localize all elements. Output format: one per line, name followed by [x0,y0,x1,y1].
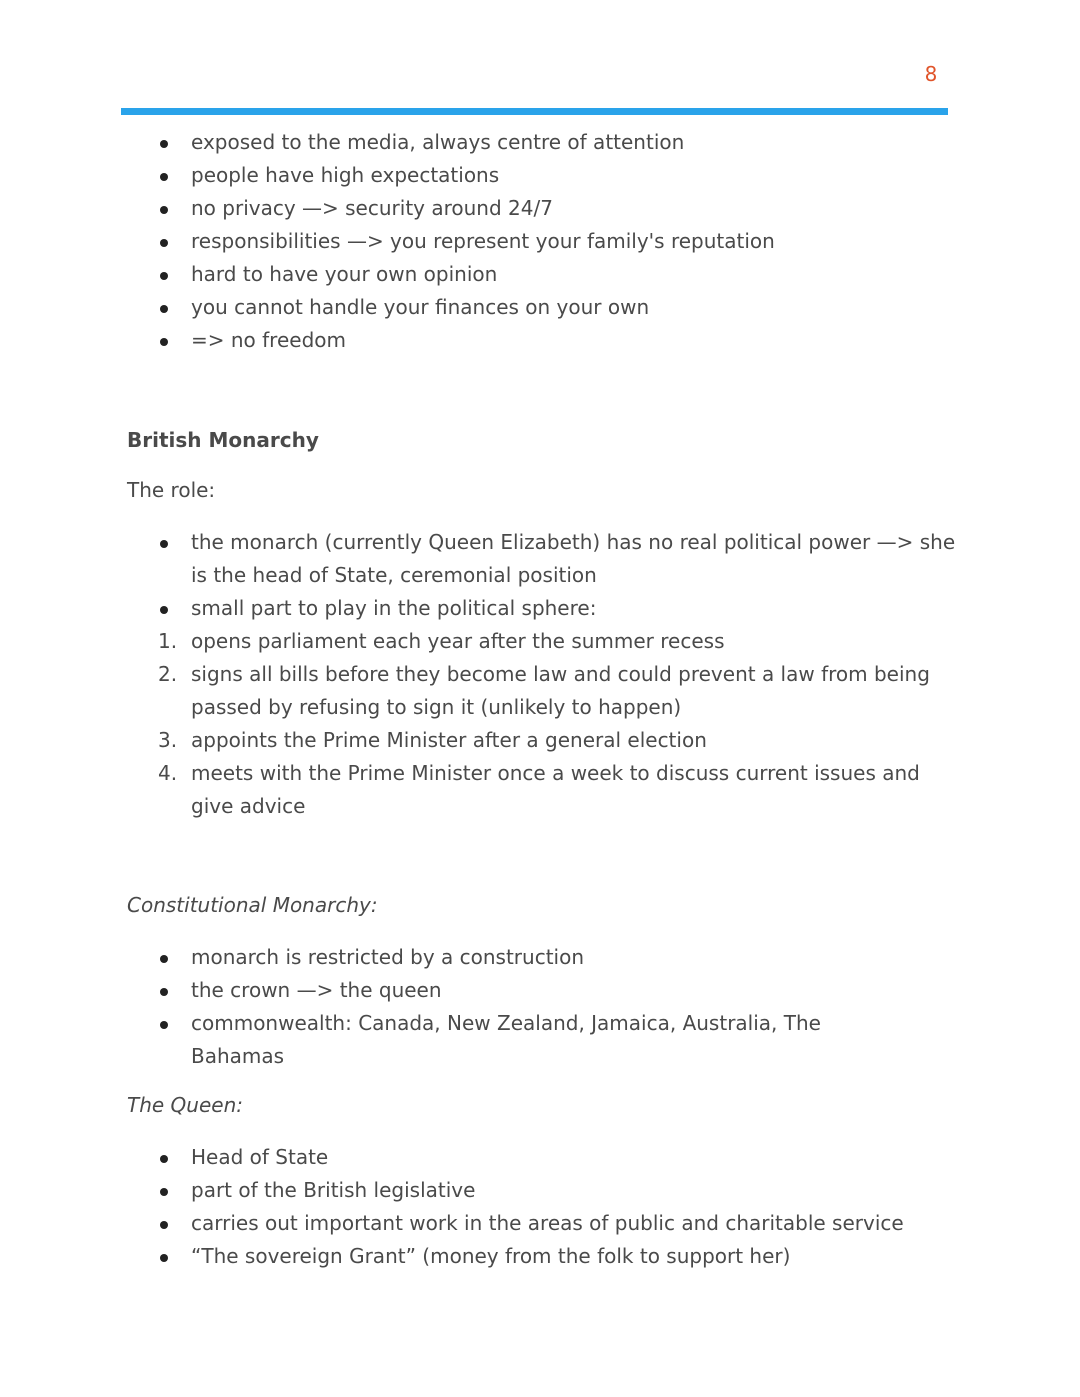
bullet-icon [160,540,168,548]
list-item: no privacy —> security around 24/7 [127,192,957,225]
header-rule [121,108,948,115]
bullet-icon [160,206,168,214]
list-item: you cannot handle your finances on your own [127,291,957,324]
page-number: 8 [924,62,938,86]
role-label: The role: [127,478,216,502]
bullet-icon [160,239,168,247]
list-item: => no freedom [127,324,957,357]
numbered-item: 2. signs all bills before they become law and could prevent a law from being passed by refusing to sign it (unlikely to happen) [158,662,930,719]
bullet-icon [160,140,168,148]
list-item: carries out important work in the areas of public and charitable service [127,1207,957,1240]
list-item: hard to have your own opinion [127,258,957,291]
list-item: responsibilities —> you represent your family's reputation [127,225,957,258]
list-item: exposed to the media, always centre of attention [127,126,957,159]
bullet-icon [160,988,168,996]
list-item: people have high expectations [127,159,957,192]
constitutional-label: Constitutional Monarchy: [127,893,378,917]
bullet-icon [160,1155,168,1163]
list-item: small part to play in the political sphere: [127,592,957,625]
list-item: monarch is restricted by a construction [127,941,957,974]
bullet-icon [160,272,168,280]
numbered-item: 3. appoints the Prime Minister after a general election [158,728,707,752]
section-title-british-monarchy: British Monarchy [127,428,319,452]
bullet-icon [160,1221,168,1229]
bullet-icon [160,1188,168,1196]
bullet-icon [160,955,168,963]
bullet-icon [160,1021,168,1029]
list-item: Head of State [127,1141,957,1174]
role-bullet-list [127,526,957,625]
bullet-icon [160,305,168,313]
list-item: the monarch (currently Queen Elizabeth) has no real political power —> she is the head of State, ceremonial position [127,526,957,592]
constitutional-list [127,941,957,1073]
intro-list [127,126,957,357]
numbered-item: 4. meets with the Prime Minister once a week to discuss current issues and give advice [158,761,920,818]
bullet-icon [160,173,168,181]
queen-list [127,1141,957,1273]
list-item: part of the British legislative [127,1174,957,1207]
list-item: the crown —> the queen [127,974,957,1007]
role-numbered-list [127,625,957,823]
list-item: “The sovereign Grant” (money from the folk to support her) [127,1240,957,1273]
bullet-icon [160,1254,168,1262]
queen-label: The Queen: [127,1093,243,1117]
numbered-item: 1. opens parliament each year after the summer recess [158,629,725,653]
list-item: commonwealth: Canada, New Zealand, Jamaica, Australia, The Bahamas [127,1007,891,1073]
bullet-icon [160,606,168,614]
bullet-icon [160,338,168,346]
